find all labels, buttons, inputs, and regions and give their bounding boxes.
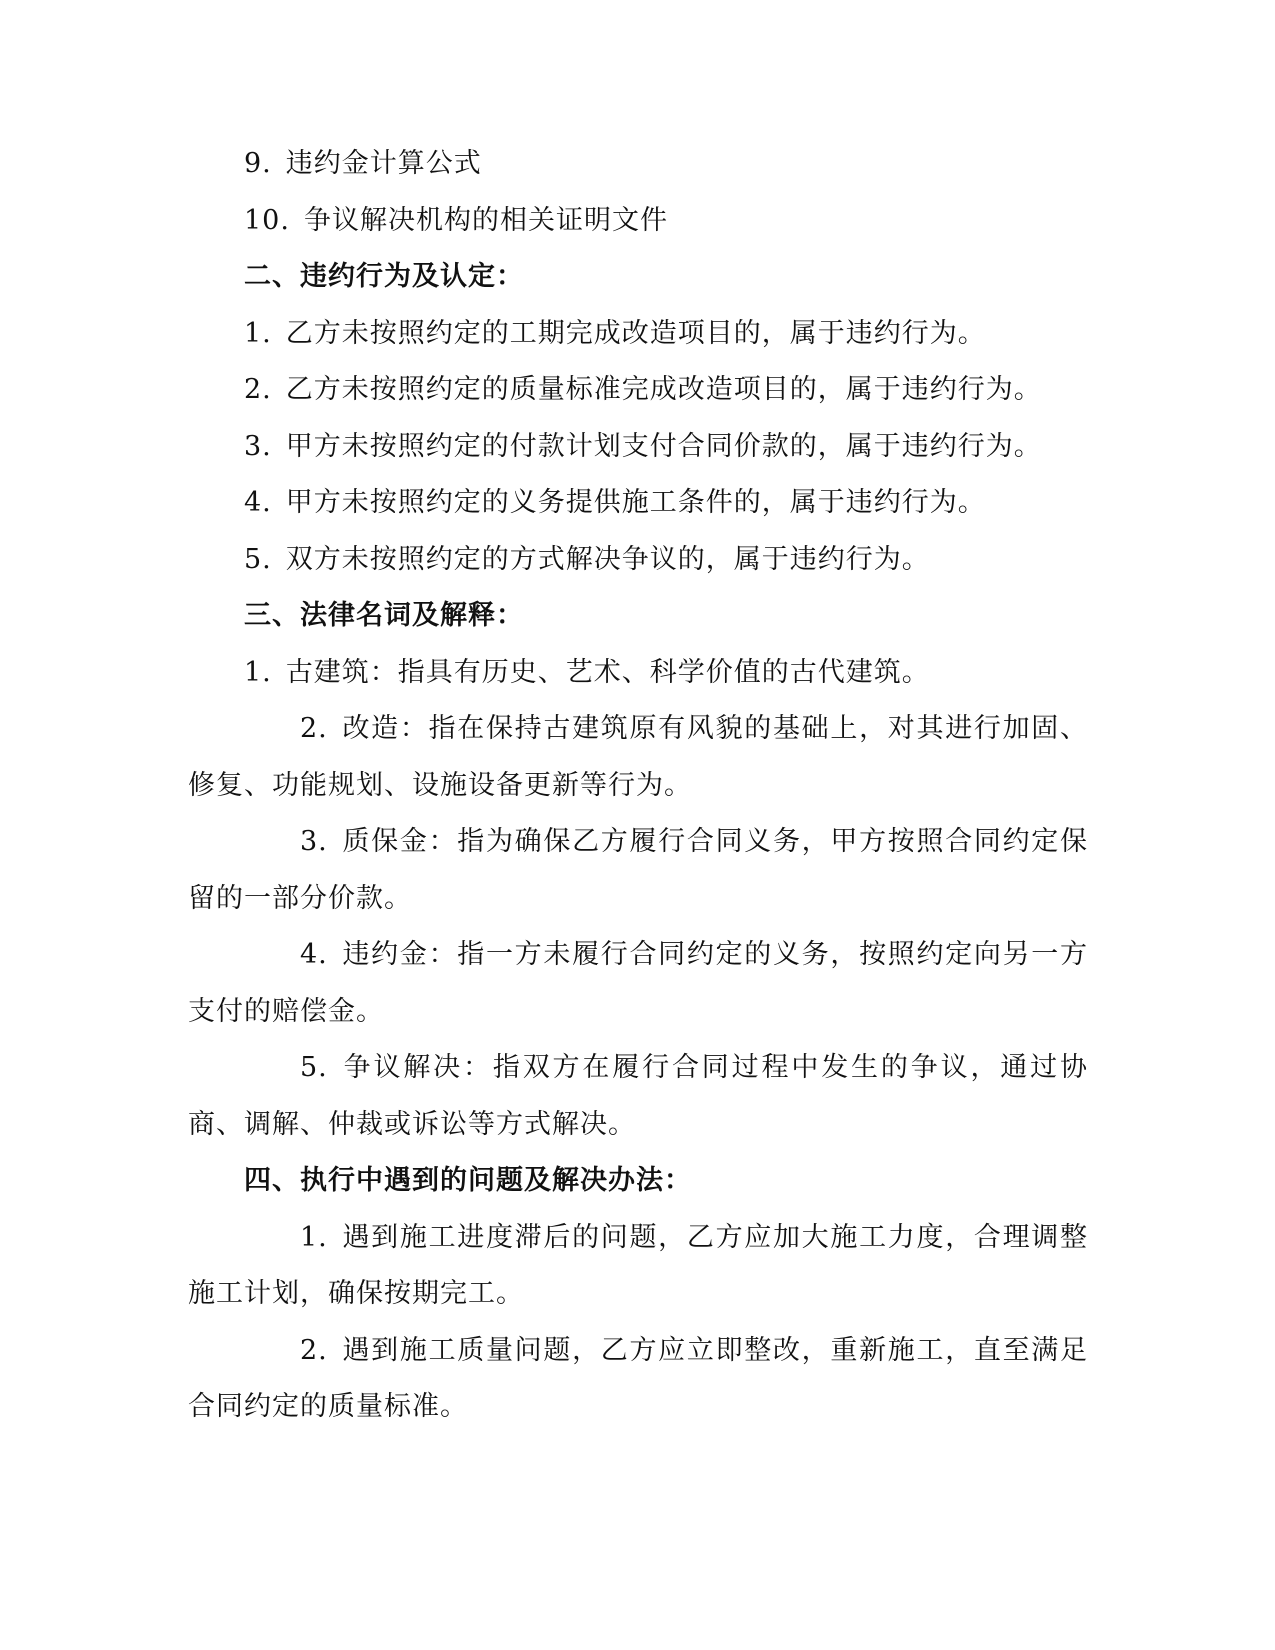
item-text: 违约金计算公式 — [285, 148, 482, 179]
document-page — [188, 136, 1088, 1436]
item-text: 甲方未按照约定的义务提供施工条件的，属于违约行为。 — [285, 487, 986, 518]
item-number: 3. — [300, 826, 328, 857]
item-number: 2. — [300, 1334, 328, 1366]
item-text: 遇到施工质量问题，乙方应立即整改，重新施工，直至满足合同约定的质量标准。 — [188, 1334, 1088, 1422]
item-text: 双方未按照约定的方式解决争议的，属于违约行为。 — [285, 543, 930, 575]
item-number: 4. — [300, 939, 328, 970]
list-item — [188, 645, 1088, 702]
item-number: 4. — [244, 487, 272, 518]
item-text: 乙方未按照约定的工期完成改造项目的，属于违约行为。 — [285, 317, 986, 349]
item-number: 2. — [244, 374, 272, 405]
item-number: 9. — [244, 148, 272, 179]
item-text: 甲方未按照约定的付款计划支付合同价款的，属于违约行为。 — [285, 430, 1042, 462]
list-item — [188, 419, 1088, 476]
list-item — [188, 701, 1088, 814]
item-number: 5. — [244, 543, 272, 575]
item-text: 争议解决机构的相关证明文件 — [303, 204, 668, 236]
item-text: 乙方未按照约定的质量标准完成改造项目的，属于违约行为。 — [285, 374, 1042, 405]
item-number: 1. — [244, 317, 272, 349]
list-item — [188, 306, 1088, 363]
section-heading: 二、违约行为及认定： — [244, 261, 524, 292]
item-number: 1. — [244, 656, 272, 688]
list-item — [188, 1323, 1088, 1436]
item-number: 5. — [300, 1052, 328, 1083]
list-item — [188, 475, 1088, 532]
list-item — [188, 1210, 1088, 1323]
list-item — [188, 1040, 1088, 1153]
list-item — [188, 814, 1088, 927]
list-item — [188, 532, 1088, 589]
item-number: 2. — [300, 713, 328, 744]
item-number: 3. — [244, 430, 272, 462]
item-text: 违约金：指一方未履行合同约定的义务，按照约定向另一方支付的赔偿金。 — [188, 939, 1088, 1027]
item-number: 1. — [300, 1221, 328, 1253]
item-text: 古建筑：指具有历史、艺术、科学价值的古代建筑。 — [285, 656, 930, 688]
item-number: 10. — [244, 204, 290, 236]
list-item — [188, 362, 1088, 419]
item-text: 质保金：指为确保乙方履行合同义务，甲方按照合同约定保留的一部分价款。 — [188, 826, 1088, 914]
item-text: 遇到施工进度滞后的问题，乙方应加大施工力度，合理调整施工计划，确保按期完工。 — [188, 1221, 1088, 1309]
item-text: 争议解决：指双方在履行合同过程中发生的争议，通过协商、调解、仲裁或诉讼等方式解决。 — [188, 1052, 1088, 1140]
list-item — [188, 193, 1088, 250]
list-item — [188, 136, 1088, 193]
list-item — [188, 927, 1088, 1040]
section-heading: 四、执行中遇到的问题及解决办法： — [244, 1165, 692, 1196]
section-heading: 三、法律名词及解释： — [244, 600, 524, 631]
item-text: 改造：指在保持古建筑原有风貌的基础上，对其进行加固、修复、功能规划、设施设备更新等行为。 — [188, 713, 1088, 801]
